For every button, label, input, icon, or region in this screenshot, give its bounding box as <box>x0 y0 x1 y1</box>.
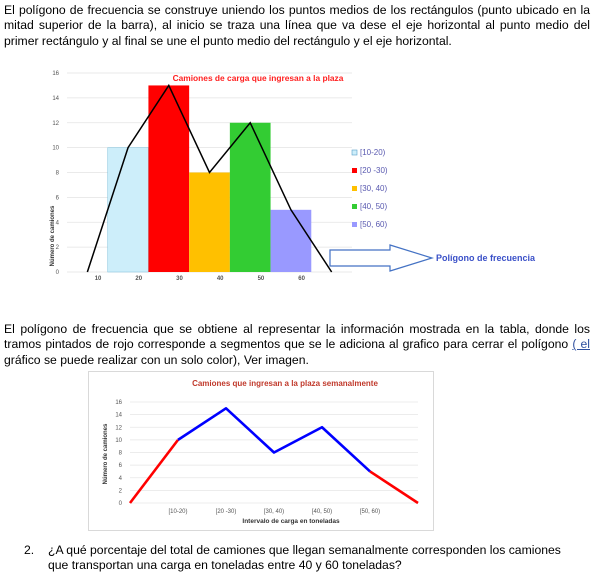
legend-swatch <box>352 222 357 227</box>
legend-swatch <box>352 168 357 173</box>
y-tick-label: 0 <box>55 270 59 276</box>
line-chart-y-label: Número de camiones <box>103 423 109 485</box>
y-tick-label: 8 <box>55 170 59 177</box>
histogram-bar <box>108 148 149 272</box>
y-tick-label: 10 <box>115 437 122 444</box>
x-tick-label: [40, 50) <box>311 509 333 515</box>
second-paragraph-underlined: ( el <box>572 337 590 352</box>
histogram-bar <box>148 85 189 272</box>
x-tick-label: 50 <box>257 276 265 282</box>
histogram-title: Camiones de carga que ingresan a la plaza <box>172 73 344 83</box>
y-tick-label: 2 <box>118 488 122 495</box>
second-paragraph <box>4 322 590 368</box>
histogram-bar <box>271 210 312 272</box>
y-tick-label: 16 <box>52 71 59 77</box>
x-tick-label: [20 -30) <box>215 509 237 515</box>
histogram-legend <box>352 148 388 229</box>
histogram-y-label: Número de camiones <box>50 205 56 267</box>
y-tick-label: 14 <box>52 95 59 102</box>
line-chart-title: Camiones que ingresan a la plaza semanalmente <box>192 379 378 388</box>
histogram-x-ticks <box>95 276 306 282</box>
polygon-annotation <box>330 245 536 271</box>
annotation-arrow <box>330 245 432 271</box>
question-number: 2. <box>24 543 35 557</box>
second-paragraph-text-b: gráfico se puede realizar con un solo color), Ver imagen. <box>4 352 309 367</box>
legend-label: [20 -30) <box>360 166 388 175</box>
y-tick-label: 12 <box>115 425 122 432</box>
x-tick-label: 20 <box>135 276 143 282</box>
legend-swatch <box>352 186 357 191</box>
y-tick-label: 12 <box>52 120 59 127</box>
question-text: ¿A qué porcentaje del total de camiones que llegan semanalmente corresponden los camiones que transportan una carga en toneladas entre 40 y 60 toneladas? <box>48 543 561 573</box>
x-tick-label: [50, 60) <box>359 509 381 515</box>
x-tick-label: 30 <box>176 276 183 282</box>
histogram-chart <box>40 64 592 284</box>
y-tick-label: 4 <box>55 220 59 227</box>
y-tick-label: 16 <box>115 400 122 406</box>
x-tick-label: 10 <box>94 276 102 282</box>
y-tick-label: 6 <box>118 463 122 470</box>
legend-swatch <box>352 204 357 209</box>
y-tick-label: 2 <box>55 245 59 252</box>
legend-label: [40, 50) <box>360 202 388 211</box>
annotation-label: Polígono de frecuencia <box>436 253 536 263</box>
legend-label: [30, 40) <box>360 184 388 193</box>
y-tick-label: 14 <box>115 412 122 419</box>
x-tick-label: 40 <box>216 276 224 282</box>
intro-paragraph: El polígono de frecuencia se construye uniendo los puntos medios de los rectángulos (punto ubicado en la mitad superior de la barra), al inicio se traza una línea que va dese el eje horizontal al punto medio del primer rectángulo y al final se une el punto medio del rectángulo y el eje horizontal. <box>4 3 590 48</box>
x-tick-label: [10-20) <box>168 509 188 515</box>
histogram-bar <box>230 123 271 272</box>
line-chart-frame <box>89 372 434 531</box>
y-tick-label: 10 <box>52 145 59 152</box>
y-tick-label: 0 <box>118 501 122 507</box>
line-chart-x-label: Intervalo de carga en toneladas <box>242 518 340 525</box>
y-tick-label: 8 <box>118 450 122 457</box>
x-tick-label: [30, 40) <box>263 509 285 515</box>
histogram-bars <box>108 85 312 272</box>
legend-label: [50, 60) <box>360 220 388 229</box>
x-tick-label: 60 <box>298 276 305 282</box>
histogram-bar <box>189 173 230 273</box>
y-tick-label: 6 <box>55 195 59 202</box>
line-chart <box>88 371 434 531</box>
second-paragraph-text-a: El polígono de frecuencia que se obtiene al representar la información mostrada en la tabla, donde los tramos pintados de rojo corresponde a segmentos que se le adiciona al grafico para cerrar el polígono <box>4 322 590 352</box>
legend-label: [10-20) <box>360 148 386 157</box>
legend-swatch <box>352 150 357 155</box>
y-tick-label: 4 <box>118 475 122 482</box>
